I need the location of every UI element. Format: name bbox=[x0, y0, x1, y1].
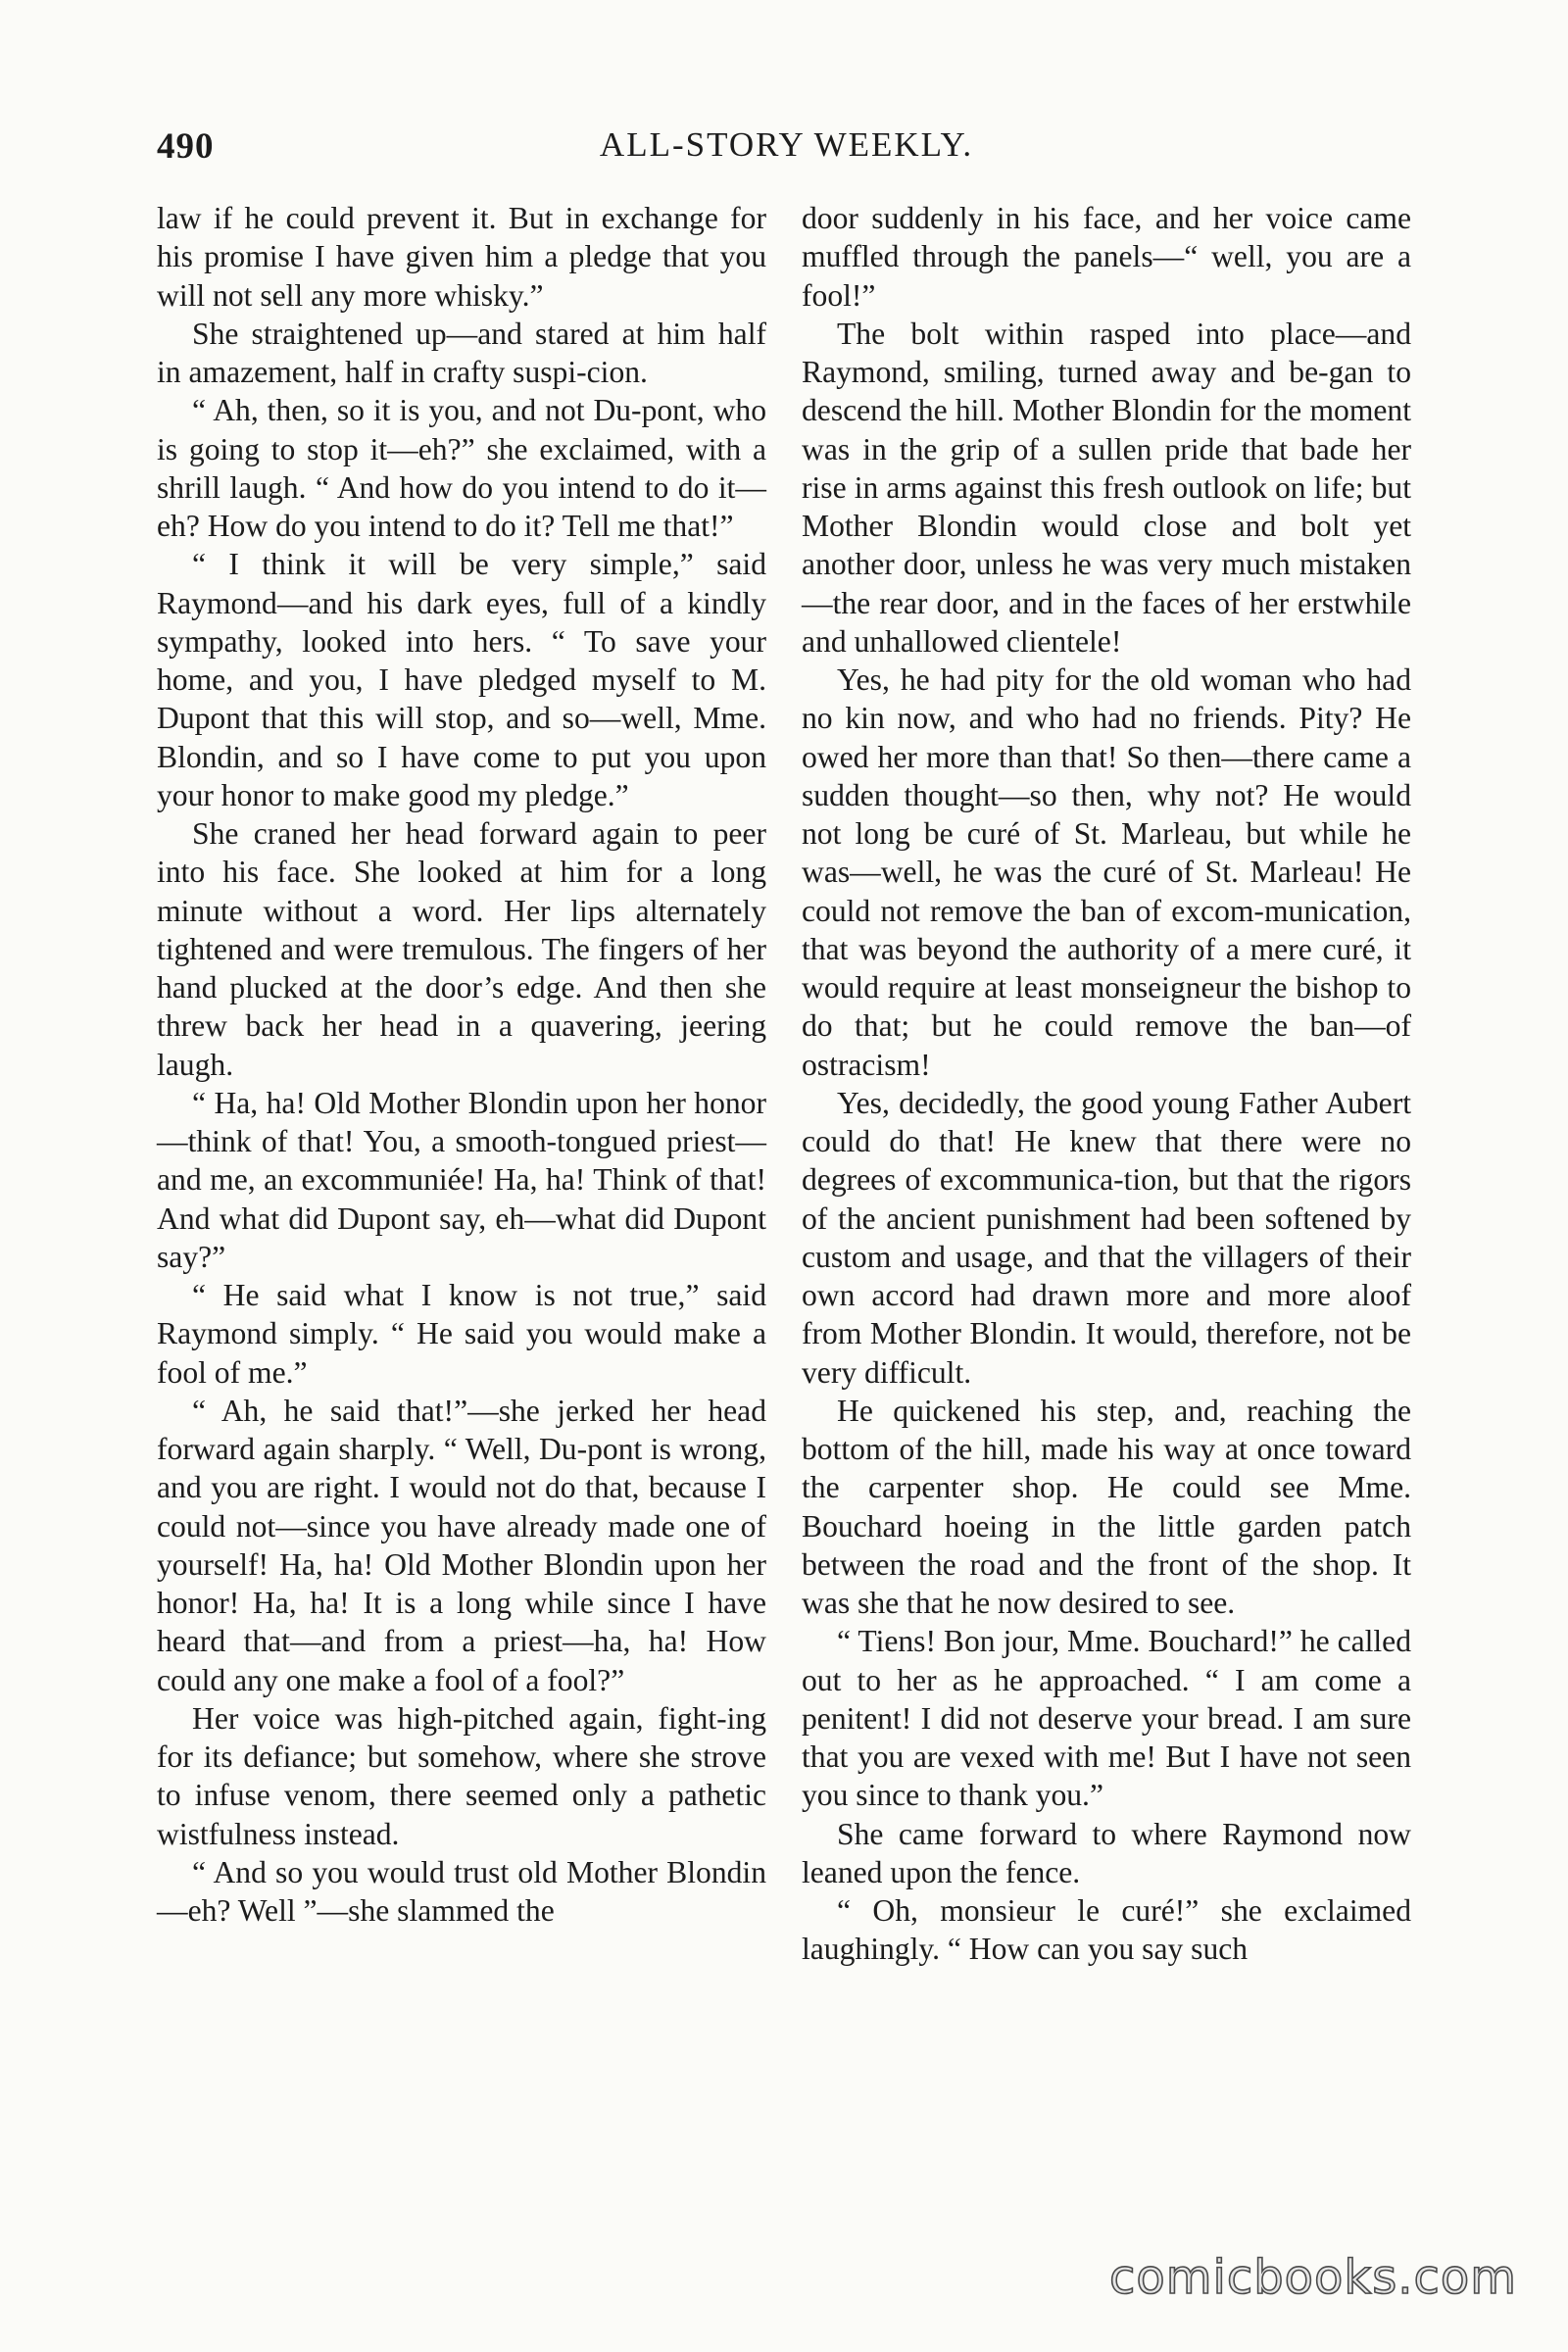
page-header bbox=[157, 125, 1416, 174]
paragraph: law if he could prevent it. But in exchange for his promise I have given him a pledge that you will not sell any more whisky.” bbox=[157, 201, 766, 313]
paragraph: She came forward to where Raymond now leaned upon the fence. bbox=[802, 1816, 1411, 1889]
paragraph: “ He said what I know is not true,” said Raymond simply. “ He said you would make a fool of me.” bbox=[157, 1278, 766, 1390]
paragraph: “ Ah, then, so it is you, and not Du-pont, who is going to stop it—eh?” she exclaimed, with a shrill laugh. “ And how do you intend to do it—eh? How do you intend to do it? Tell me that!” bbox=[157, 393, 766, 543]
paragraph: Her voice was high-pitched again, fight-ing for its defiance; but somehow, where she strove to infuse venom, there seemed only a pathetic wistfulness instead. bbox=[157, 1700, 766, 1851]
paragraph: “ Tiens! Bon jour, Mme. Bouchard!” he called out to her as he approached. “ I am come a penitent! I did not deserve your bread. I am sure that you are vexed with me! But I have not seen you since to thank you.” bbox=[802, 1624, 1411, 1813]
paragraph: “ Ah, he said that!”—she jerked her head forward again sharply. “ Well, Du-pont is wrong, and you are right. I would not do that, because I could not—since you have already made one of yourself! Ha, ha! Old Mother Blondin upon her honor! Ha, ha! It is a long while since I have heard that—and from a priest—ha, ha! How could any one make a fool of a fool?” bbox=[157, 1393, 766, 1697]
left-column bbox=[157, 199, 766, 1930]
right-column bbox=[802, 199, 1411, 1969]
paragraph: She straightened up—and stared at him half in amazement, half in crafty suspi-cion. bbox=[157, 316, 766, 389]
paragraph: “ I think it will be very simple,” said Raymond—and his dark eyes, full of a kindly sympathy, looked into hers. “ To save your home, and you, I have pledged myself to M. Dupont that this will stop, and so—well, Mme. Blondin, and so I have come to put you upon your honor to make good my pledge.” bbox=[157, 547, 766, 812]
page-number: 490 bbox=[157, 126, 215, 167]
running-title: ALL-STORY WEEKLY. bbox=[599, 125, 974, 164]
watermark-logo: comicbooks.com bbox=[1108, 2250, 1517, 2305]
paragraph: “ Ha, ha! Old Mother Blondin upon her honor—think of that! You, a smooth-tongued priest—and me, an excommuniée! Ha, ha! Think of that! And what did Dupont say, eh—what did Dupont say?” bbox=[157, 1085, 766, 1274]
paragraph: “ Oh, monsieur le curé!” she exclaimed laughingly. “ How can you say such bbox=[802, 1893, 1411, 1967]
paragraph: Yes, decidedly, the good young Father Aubert could do that! He knew that there were no degrees of excommunica-tion, but that the rigors of the ancient punishment had been softened by custom and usage, and that the villagers of their own accord had drawn more and more aloof from Mother Blondin. It would, therefore, not be very difficult. bbox=[802, 1085, 1411, 1390]
paragraph: She craned her head forward again to peer into his face. She looked at him for a long minute without a word. Her lips alternately tightened and were tremulous. The fingers of her hand plucked at the door’s edge. And then she threw back her head in a quavering, jeering laugh. bbox=[157, 816, 766, 1082]
paragraph: He quickened his step, and, reaching the bottom of the hill, made his way at once toward the carpenter shop. He could see Mme. Bouchard hoeing in the little garden patch between the road and the front of the shop. It was she that he now desired to see. bbox=[802, 1393, 1411, 1620]
paragraph: Yes, he had pity for the old woman who had no kin now, and who had no friends. Pity? He owed her more than that! So then—there came a sudden thought—so then, why not? He would not long be curé of St. Marleau, but while he was—well, he was the curé of St. Marleau! He could not remove the ban of excom-munication, that was beyond the authority of a mere curé, it would require at least monseigneur the bishop to do that; but he could remove the ban—of ostracism! bbox=[802, 662, 1411, 1082]
paragraph: The bolt within rasped into place—and Raymond, smiling, turned away and be-gan to descend the hill. Mother Blondin for the moment was in the grip of a sullen pride that bade her rise in arms against this fresh outlook on life; but Mother Blondin would close and bolt yet another door, unless he was very much mistaken—the rear door, and in the faces of her erstwhile and unhallowed clientele! bbox=[802, 316, 1411, 659]
paragraph: “ And so you would trust old Mother Blondin—eh? Well ”—she slammed the bbox=[157, 1854, 766, 1928]
paragraph: door suddenly in his face, and her voice came muffled through the panels—“ well, you are a fool!” bbox=[802, 201, 1411, 313]
